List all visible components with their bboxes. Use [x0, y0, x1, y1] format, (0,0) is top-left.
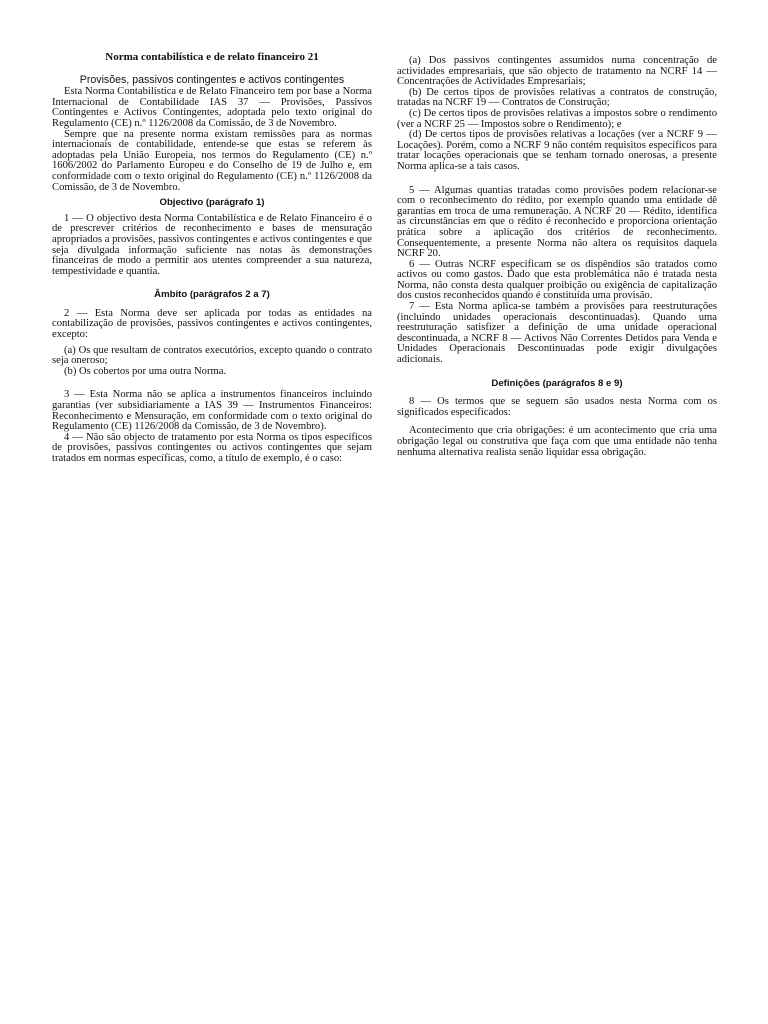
item-4a: (a) Dos passivos contingentes assumidos numa concentração de actividades empresariais, que são objecto de tratamento na NCRF 14 — Concentrações de Actividades Empresariais;	[397, 55, 717, 88]
intro-paragraph-1: Esta Norma Contabilística e de Relato Financeiro tem por base a Norma Internacional de Contabilidade IAS 37 — Provisões, Passivos Contingentes e Activos Contingentes, adoptada pelo texto original do Regulamento (CE) n.º 1126/2008 da Comissão, de 3 de Novembro.	[52, 86, 372, 129]
heading-ambito: Âmbito (parágrafos 2 a 7)	[154, 289, 270, 301]
document-subtitle: Provisões, passivos contingentes e activos contingentes	[79, 73, 345, 86]
right-column	[397, 52, 717, 458]
intro-paragraph-2: Sempre que na presente norma existam remissões para as normas internacionais de contabilidade, entende-se que estas se referem às adoptadas pela União Europeia, nos termos do Regulamento (CE) n.º 1606/2002 do Parlamento Europeu e do Conselho de 19 de Julho e, em conformidade com o texto original do Regulamento (CE) n.º 1126/2008 da Comissão, de 3 de Novembro.	[52, 128, 372, 193]
item-4d: (d) De certos tipos de provisões relativas a locações (ver a NCRF 9 — Locações). Porém, como a NCRF 9 não contém requisitos específicos para tratar locações operacionais que se tenham tornado onerosas, a presente Norma aplica-se a tais casos.	[397, 129, 717, 172]
paragraph-8: 8 — Os termos que se seguem são usados nesta Norma com os significados especificados:	[397, 396, 717, 418]
left-column	[52, 52, 372, 465]
definition-acontecimento: Acontecimento que cria obrigações: é um acontecimento que cria uma obrigação legal ou construtiva que faça com que uma entidade não tenha nenhuma alternativa realista senão liquidar essa obrigação.	[397, 425, 717, 458]
paragraph-4: 4 — Não são objecto de tratamento por esta Norma os tipos específicos de provisões, passivos contingentes ou activos contingentes que sejam tratados em normas específicas, como, a título de exemplo, é o caso:	[52, 431, 372, 464]
item-4b: (b) De certos tipos de provisões relativas a contratos de construção, tratadas na NCRF 19 — Contratos de Construção;	[397, 86, 717, 109]
heading-objectivo: Objectivo (parágrafo 1)	[159, 197, 265, 209]
paragraph-2: 2 — Esta Norma deve ser aplicada por todas as entidades na contabilização de provisões, passivos contingentes e activos contingentes, excepto:	[52, 307, 372, 341]
item-2a: (a) Os que resultam de contratos executórios, excepto quando o contrato seja oneroso;	[52, 344, 372, 367]
item-4c: (c) De certos tipos de provisões relativas a impostos sobre o rendimento (ver a NCRF 25 — Impostos sobre o Rendimento); e	[397, 107, 717, 130]
paragraph-3: 3 — Esta Norma não se aplica a instrumentos financeiros incluindo garantias (ver subsidiariamente a IAS 39 — Instrumentos Financeiros: Reconhecimento e Mensuração, em conformidade com o texto original do Regulamento (CE) 1126/2008 da Comissão, de 3 de Novembro).	[52, 389, 372, 433]
heading-definicoes: Definições (parágrafos 8 e 9)	[491, 377, 623, 389]
item-2b: (b) Os cobertos por uma outra Norma.	[64, 365, 227, 377]
paragraph-6: 6 — Outras NCRF especificam se os dispêndios são tratados como activos ou como gastos. Dado que esta problemática não é tratada nesta Norma, não consta desta qualquer proibição ou exigência de capitalização dos custos reconhecidos quando é constituída uma provisão.	[397, 258, 717, 302]
paragraph-7: 7 — Esta Norma aplica-se também a provisões para reestruturações (incluindo unidades operacionais descontinuadas). Quando uma reestruturação satisfizer a definição de uma unidade operacional descontinuada, a NCRF 8 — Activos Não Correntes Detidos para Venda e Unidades Operacionais Descontinuadas pode exigir divulgações adicionais.	[397, 301, 717, 366]
paragraph-5: 5 — Algumas quantias tratadas como provisões podem relacionar-se com o reconhecimento do rédito, por exemplo quando uma entidade dê garantias em troca de uma remuneração. A NCRF 20 — Rédito, identifica as circunstâncias em que o rédito é reconhecido e proporciona orientação prática sobre a aplicação dos critérios de reconhecimento. Consequentemente, a presente Norma não altera os requisitos daquela NCRF 20.	[397, 184, 717, 260]
document-title: Norma contabilística e de relato financeiro 21	[105, 51, 319, 63]
paragraph-1: 1 — O objectivo desta Norma Contabilística e de Relato Financeiro é o de prescrever critérios de reconhecimento e bases de mensuração apropriados a provisões, passivos contingentes e activos contingentes e que seja divulgada informação suficiente nas notas às demonstrações financeiras de modo a permitir aos utentes compreender a sua natureza, tempestividade e quantia.	[52, 212, 372, 277]
